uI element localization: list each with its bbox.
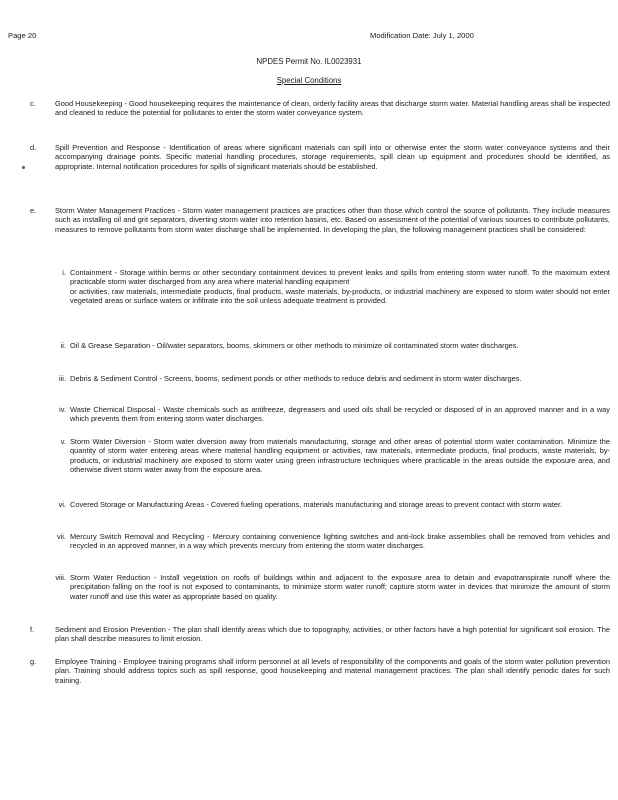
item-label: c. bbox=[30, 99, 36, 108]
subitem-paragraph: Mercury Switch Removal and Recycling - Mercury containing convenience lighting switches and anti-lock brake assemblies shall be removed from vehicles and recycled in an approved manner, in a way which prevents mercury from entering the storm water discharges. bbox=[70, 532, 610, 551]
modification-date: Modification Date: July 1, 2000 bbox=[370, 31, 474, 40]
subitem-label: viii. bbox=[55, 573, 66, 582]
practice-item-viii bbox=[46, 573, 610, 601]
practice-item-vii bbox=[46, 532, 610, 551]
subitem-text bbox=[70, 341, 610, 350]
item-label: e. bbox=[30, 206, 37, 215]
item-text: Sediment and Erosion Prevention - The plan shall identify areas which due to topography, activities, or other factors have a high potential for significant soil erosion. The plan shall describe measures to limit erosion. bbox=[55, 625, 610, 644]
subitem-paragraph: Covered Storage or Manufacturing Areas - Covered fueling operations, materials manufacturing and storage areas to prevent contact with storm water. bbox=[70, 500, 563, 509]
condition-item-e bbox=[30, 206, 610, 234]
section-title: Special Conditions bbox=[276, 76, 342, 85]
practice-item-i bbox=[46, 268, 610, 305]
item-text: Storm Water Management Practices - Storm water management practices are practices other than those which control the source of pollutants. They include measures such as installing oil and grit separators, diverting storm water into retention basins, etc. Based on assessment of the potential of various sources to contribute pollutants, measures to remove pollutants from storm water discharge shall be implemented. In developing the plan, the following management practices shall be considered: bbox=[55, 206, 610, 234]
item-text: Good Housekeeping - Good housekeeping requires the maintenance of clean, orderly facility areas that discharge storm water. Material handling areas shall be inspected and cleaned to reduce the potential for pollutants to enter the storm water conveyance system. bbox=[55, 99, 610, 118]
subitem-label: iii. bbox=[59, 374, 66, 383]
margin-mark bbox=[22, 166, 25, 169]
item-label: d. bbox=[30, 143, 37, 152]
subitem-text bbox=[70, 573, 610, 601]
subitem-text bbox=[70, 532, 610, 551]
subitem-label: v. bbox=[60, 437, 66, 446]
practice-item-vi bbox=[46, 500, 610, 509]
subitem-label: vii. bbox=[56, 532, 66, 541]
condition-item-d bbox=[30, 143, 610, 171]
subitem-paragraph: Debris & Sediment Control - Screens, booms, sediment ponds or other methods to reduce debris and sediment in storm water discharges. bbox=[70, 374, 522, 383]
item-label: g. bbox=[30, 657, 37, 666]
item-text: Employee Training - Employee training programs shall inform personnel at all levels of responsibility of the components and goals of the storm water pollution prevention plan. Training should address topics such as spill response, good housekeeping and material management practices. The plan shall identify periodic dates for such training. bbox=[55, 657, 610, 685]
permit-number: NPDES Permit No. IL0023931 bbox=[256, 57, 362, 66]
subitem-paragraph: or activities, raw materials, intermediate products, final products, waste materials, by-products, or industrial machinery are exposed to storm water should not enter vegetated areas or surface waters or infiltrate into the soil unless adequate treatment is provided. bbox=[70, 286, 610, 305]
condition-item-f bbox=[30, 625, 610, 644]
subitem-text bbox=[70, 500, 610, 509]
page-number: Page 20 bbox=[8, 31, 37, 40]
condition-item-c bbox=[30, 99, 610, 118]
item-text: Spill Prevention and Response - Identification of areas where significant materials can spill into or otherwise enter the storm water conveyance systems and their accompanying drainage points. Specific material handling procedures, storage requirements, spill clean up equipment and procedures should be identified, as appropriate. Internal notification procedures for spills of significant materials should be established. bbox=[55, 143, 610, 171]
practice-item-v bbox=[46, 437, 610, 474]
condition-item-g bbox=[30, 657, 610, 685]
subitem-label: vi. bbox=[58, 500, 66, 509]
practice-item-iv bbox=[46, 405, 610, 424]
subitem-paragraph: Storm Water Diversion - Storm water diversion away from materials manufacturing, storage and other areas of potential storm water contamination. Minimize the quantity of storm water entering areas where material handling equipment or activities, raw materials, intermediate products, final products, waste materials, by-products, or industrial machinery are exposed to storm water using green infrastructure techniques where practicable in the areas outside the exposure area, and otherwise divert storm water away from the exposure area. bbox=[70, 437, 610, 474]
subitem-text bbox=[70, 268, 610, 305]
subitem-label: iv. bbox=[59, 405, 66, 414]
subitem-label: ii. bbox=[60, 341, 66, 350]
subitem-paragraph: Containment - Storage within berms or other secondary containment devices to prevent leaks and spills from entering storm water runoff. To the maximum extent practicable storm water discharged from any area where material handling equipment bbox=[70, 268, 610, 287]
practice-item-ii bbox=[46, 341, 610, 350]
subitem-paragraph: Storm Water Reduction - Install vegetation on roofs of buildings within and adjacent to the exposure area to detain and evapotranspirate runoff where the precipitation falling on the roof is not exposed to contaminants, to minimize storm water runoff; capture storm water in devices that minimize the amount of storm water runoff and use this water as appropriate based on quality. bbox=[70, 573, 610, 601]
subitem-paragraph: Oil & Grease Separation - Oil/water separators, booms, skimmers or other methods to minimize oil contaminated storm water discharges. bbox=[70, 341, 519, 350]
subitem-text bbox=[70, 405, 610, 424]
practice-item-iii bbox=[46, 374, 610, 383]
item-label: f. bbox=[30, 625, 35, 634]
subitem-paragraph: Waste Chemical Disposal - Waste chemicals such as antifreeze, degreasers and used oils shall be recycled or disposed of in an approved manner and in a way which prevents them from entering storm water discharges. bbox=[70, 405, 610, 424]
subitem-text bbox=[70, 374, 610, 383]
subitem-label: i. bbox=[62, 268, 66, 277]
subitem-text bbox=[70, 437, 610, 474]
